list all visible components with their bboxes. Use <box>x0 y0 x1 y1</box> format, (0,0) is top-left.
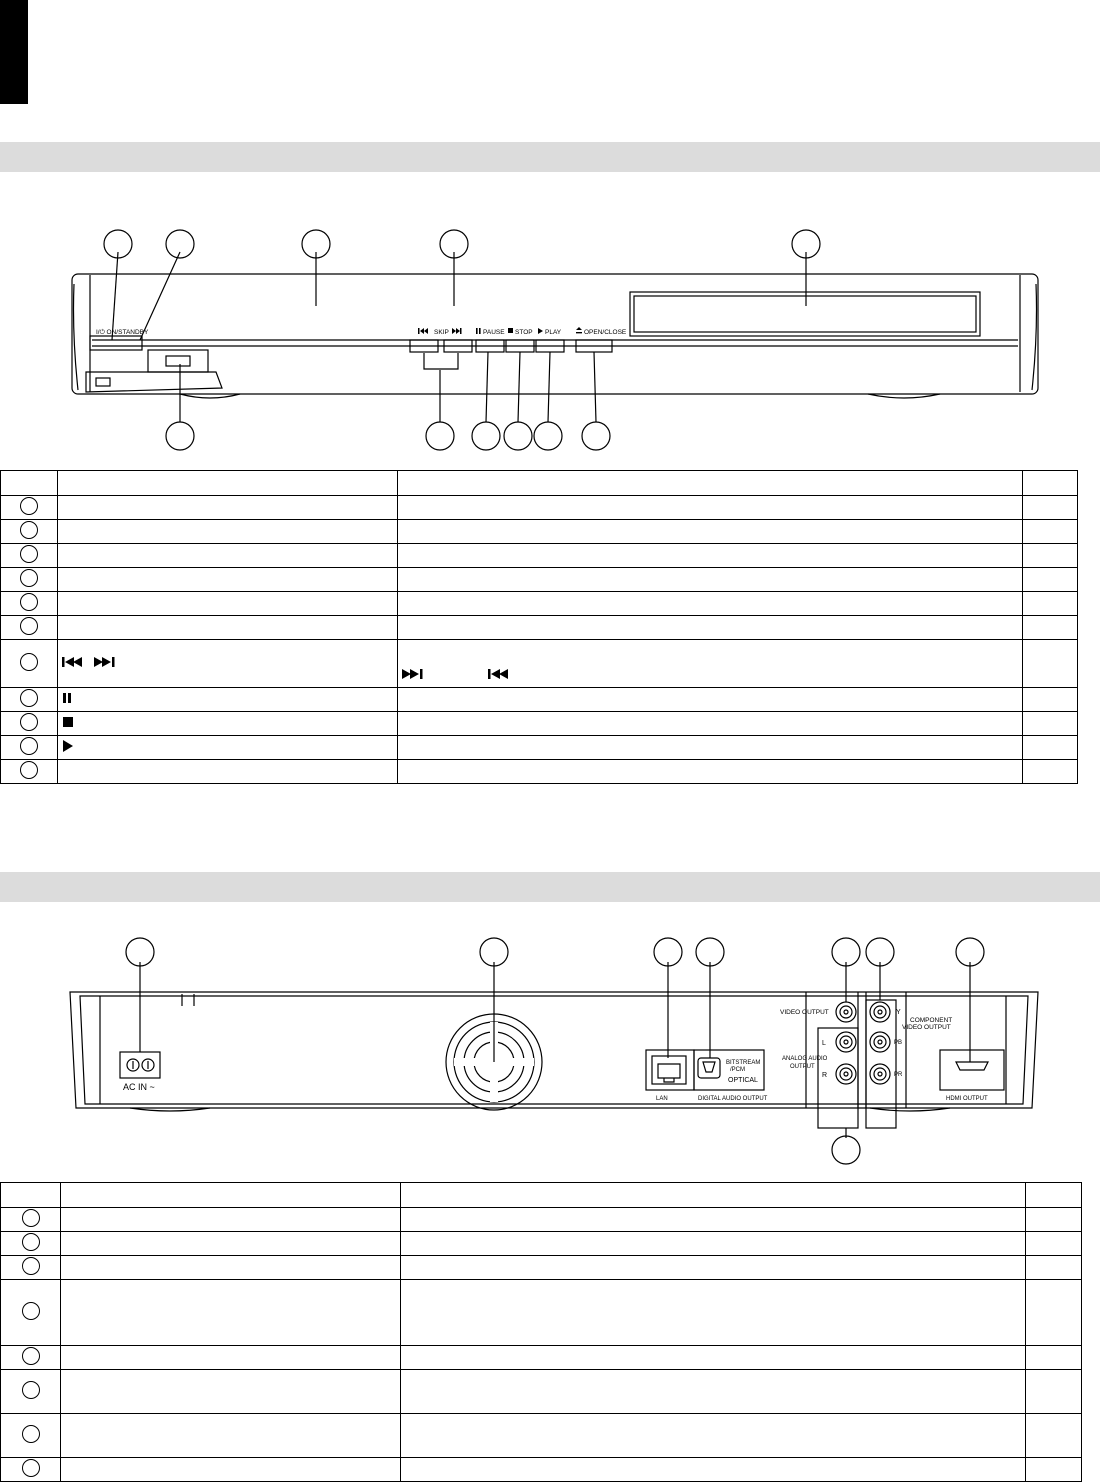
bitstream-label: BITSTREAM <box>726 1060 761 1066</box>
component-video-output-label-1: COMPONENT <box>910 1017 953 1024</box>
stop-label: STOP <box>515 329 533 336</box>
skip-label-group <box>418 328 462 336</box>
rear-panel-parts-table <box>0 1182 1082 1482</box>
stop-icon <box>62 716 74 728</box>
pcm-label: /PCM <box>730 1067 745 1073</box>
callout-number <box>22 1381 40 1399</box>
callout-number <box>22 1459 40 1477</box>
analog-audio-output-label-1: ANALOG AUDIO <box>782 1056 828 1062</box>
table-row <box>1 1346 1082 1370</box>
component-pr-label: PR <box>894 1072 903 1078</box>
table-row <box>1 688 1078 712</box>
play-icon <box>62 740 74 752</box>
table-row <box>1 1280 1082 1346</box>
pause-icon <box>62 692 72 704</box>
open-close-label: OPEN/CLOSE <box>584 329 627 336</box>
component-pb-label: PB <box>894 1040 903 1046</box>
optical-label: OPTICAL <box>728 1077 758 1084</box>
table-row <box>1 1232 1082 1256</box>
play-label: PLAY <box>545 329 562 336</box>
table-row <box>1 1458 1082 1482</box>
video-output-label: VIDEO OUTPUT <box>780 1009 829 1016</box>
skip-back-icon <box>62 656 84 668</box>
table-row <box>1 712 1078 736</box>
component-y-label: Y <box>896 1009 901 1016</box>
callout-number <box>20 689 38 707</box>
table-row <box>1 736 1078 760</box>
callout-number <box>22 1425 40 1443</box>
callout-number <box>20 737 38 755</box>
callout-number <box>22 1302 40 1320</box>
digital-audio-output-label: DIGITAL AUDIO OUTPUT <box>698 1096 768 1102</box>
table-row <box>1 1414 1082 1458</box>
table-row <box>1 592 1078 616</box>
callout-number <box>20 545 38 563</box>
table-row <box>1 568 1078 592</box>
front-panel-parts-table <box>0 470 1078 784</box>
component-video-output-label-2: VIDEO OUTPUT <box>902 1024 951 1031</box>
callout-number <box>20 761 38 779</box>
callout-number <box>22 1233 40 1251</box>
pause-label: PAUSE <box>483 329 505 336</box>
skip-back-icon <box>488 668 510 680</box>
analog-audio-output-label-2: OUTPUT <box>790 1064 815 1070</box>
front-panel-section-bar <box>0 142 1100 172</box>
table-row <box>1 496 1078 520</box>
table-row <box>1 1208 1082 1232</box>
callout-number <box>20 653 38 671</box>
callout-number <box>22 1257 40 1275</box>
callout-number <box>22 1347 40 1365</box>
table-row <box>1 544 1078 568</box>
callout-number <box>20 593 38 611</box>
skip-forward-icon <box>402 668 424 680</box>
table-row <box>1 1370 1082 1414</box>
callout-number <box>22 1209 40 1227</box>
hdmi-output-label: HDMI OUTPUT <box>946 1096 988 1102</box>
skip-label: SKIP <box>434 329 449 336</box>
front-panel-diagram <box>0 222 1100 462</box>
table-row <box>1 616 1078 640</box>
skip-forward-icon <box>94 656 116 668</box>
callout-number <box>20 617 38 635</box>
callout-number <box>20 497 38 515</box>
rear-panel-diagram <box>0 934 1100 1166</box>
audio-l-label: L <box>822 1040 826 1047</box>
audio-r-label: R <box>822 1072 828 1079</box>
table-row <box>1 520 1078 544</box>
lan-label: LAN <box>656 1096 668 1102</box>
language-tab <box>0 0 28 104</box>
table-row <box>1 1256 1082 1280</box>
callout-number <box>20 569 38 587</box>
callout-number <box>20 713 38 731</box>
table-row <box>1 760 1078 784</box>
standby-label: I/⏻ ON/STANDBY <box>96 329 149 336</box>
rear-panel-section-bar <box>0 872 1100 902</box>
callout-number <box>20 521 38 539</box>
table-row <box>1 640 1078 688</box>
ac-in-label: AC IN ~ <box>123 1082 155 1092</box>
